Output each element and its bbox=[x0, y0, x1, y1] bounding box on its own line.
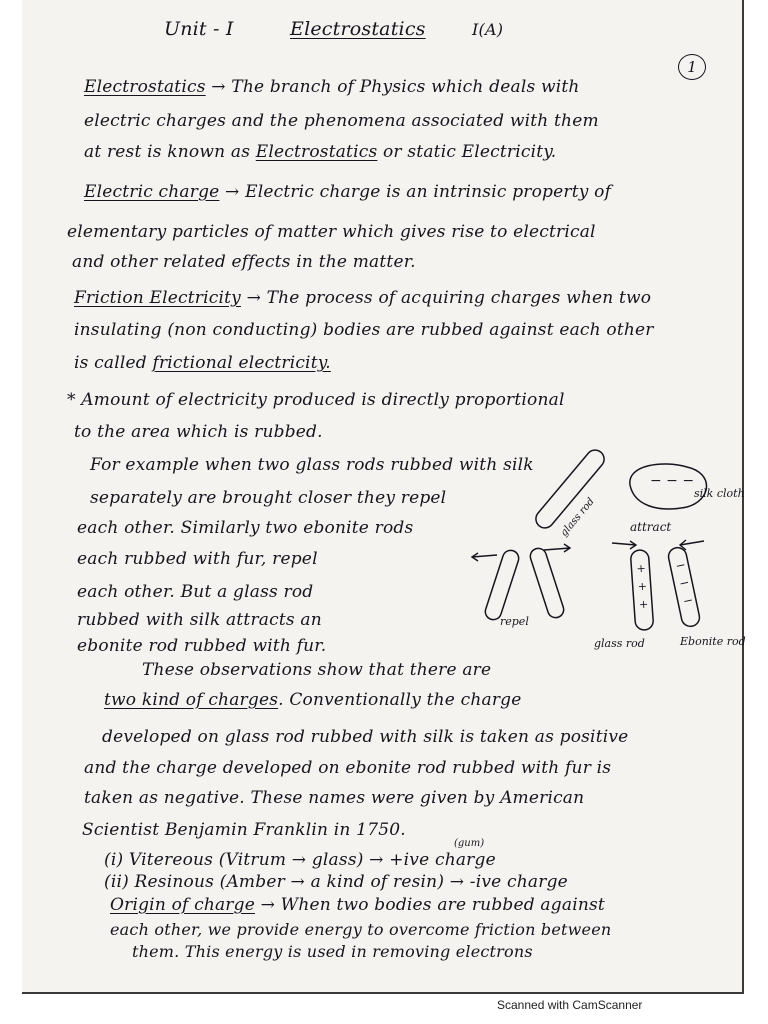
line-20: two kind of charges. Conventionally the charge bbox=[104, 690, 522, 710]
page-number: 1 bbox=[678, 54, 706, 80]
glass-rod-bottom-label: glass rod bbox=[594, 637, 645, 650]
svg-text:+: + bbox=[637, 579, 648, 594]
attract-label: attract bbox=[630, 520, 672, 534]
line-5: elementary particles of matter which gives rise to electrical bbox=[67, 222, 596, 242]
line-4: Electric charge → Electric charge is an intrinsic property of bbox=[84, 182, 612, 202]
line-1: Electrostatics → The branch of Physics which deals with bbox=[84, 77, 580, 97]
line-26: (ii) Resinous (Amber → a kind of resin) → -ive charge bbox=[104, 872, 568, 892]
repel-arrow-right bbox=[544, 548, 570, 550]
term-two-kind-of-charges: two kind of charges bbox=[104, 690, 279, 710]
line-22: and the charge developed on ebonite rod rubbed with fur is bbox=[84, 758, 612, 778]
line-3: at rest is known as Electrostatics or static Electricity. bbox=[84, 142, 557, 162]
gum-note: (gum) bbox=[454, 838, 485, 849]
line-7: Friction Electricity → The process of acquiring charges when two bbox=[74, 288, 652, 308]
svg-text:+: + bbox=[636, 561, 647, 576]
line-17: rubbed with silk attracts an bbox=[77, 610, 322, 630]
svg-text:−: − bbox=[681, 592, 695, 609]
line-18: ebonite rod rubbed with fur. bbox=[77, 636, 327, 656]
unit-heading: Unit - I bbox=[164, 18, 234, 40]
line-16: each other. But a glass rod bbox=[77, 582, 314, 602]
line-29: them. This energy is used in removing electrons bbox=[132, 942, 533, 961]
camscanner-watermark: Scanned with CamScanner bbox=[497, 998, 643, 1012]
line-11: to the area which is rubbed. bbox=[74, 422, 323, 442]
line-9: is called frictional electricity. bbox=[74, 353, 331, 373]
line-6: and other related effects in the matter. bbox=[72, 252, 416, 272]
silk-charges: − − − bbox=[650, 473, 695, 489]
line-28: each other, we provide energy to overcome friction between bbox=[110, 920, 612, 939]
line-21: developed on glass rod rubbed with silk is taken as positive bbox=[102, 727, 629, 747]
ebonite-rod-label: Ebonite rod bbox=[680, 635, 746, 648]
line-8: insulating (non conducting) bodies are rubbed against each other bbox=[74, 320, 654, 340]
line-23: taken as negative. These names were given by American bbox=[84, 788, 585, 808]
line-25: (i) Vitereous (Vitrum → glass) → +ive charge bbox=[104, 850, 496, 870]
line-10: * Amount of electricity produced is directly proportional bbox=[67, 390, 565, 410]
line-13: separately are brought closer they repel bbox=[90, 488, 447, 508]
repel-rod-right bbox=[528, 546, 565, 619]
repel-label: repel bbox=[500, 615, 529, 628]
svg-text:−: − bbox=[677, 574, 691, 591]
line-2: electric charges and the phenomena associated with them bbox=[84, 111, 599, 131]
part-heading: I(A) bbox=[472, 20, 504, 39]
line-19: These observations show that there are bbox=[142, 660, 492, 680]
line-15: each rubbed with fur, repel bbox=[77, 549, 318, 569]
subject-heading: Electrostatics bbox=[290, 18, 426, 40]
line-12: For example when two glass rods rubbed with silk bbox=[90, 455, 534, 475]
term-frictional-electricity: frictional electricity. bbox=[152, 353, 331, 373]
term-electric-charge: Electric charge bbox=[84, 182, 220, 202]
svg-text:−: − bbox=[674, 557, 687, 574]
glass-rod-text: glass rod bbox=[558, 496, 597, 539]
repel-rod-left bbox=[483, 548, 520, 621]
ebonite-rod-negative bbox=[667, 546, 701, 628]
rods-figure bbox=[452, 455, 768, 675]
line-14: each other. Similarly two ebonite rods bbox=[77, 518, 414, 538]
term-electrostatics: Electrostatics bbox=[84, 77, 206, 97]
glass-rod-positive bbox=[630, 549, 654, 630]
line-24: Scientist Benjamin Franklin in 1750. bbox=[82, 820, 406, 840]
notebook-page bbox=[22, 0, 744, 994]
line-27: Origin of charge → When two bodies are rubbed against bbox=[110, 895, 605, 915]
svg-text:+: + bbox=[638, 597, 649, 612]
silk-cloth-label: silk cloth bbox=[694, 487, 745, 500]
term-friction-electricity: Friction Electricity bbox=[74, 288, 241, 308]
term-origin-of-charge: Origin of charge bbox=[110, 895, 255, 915]
